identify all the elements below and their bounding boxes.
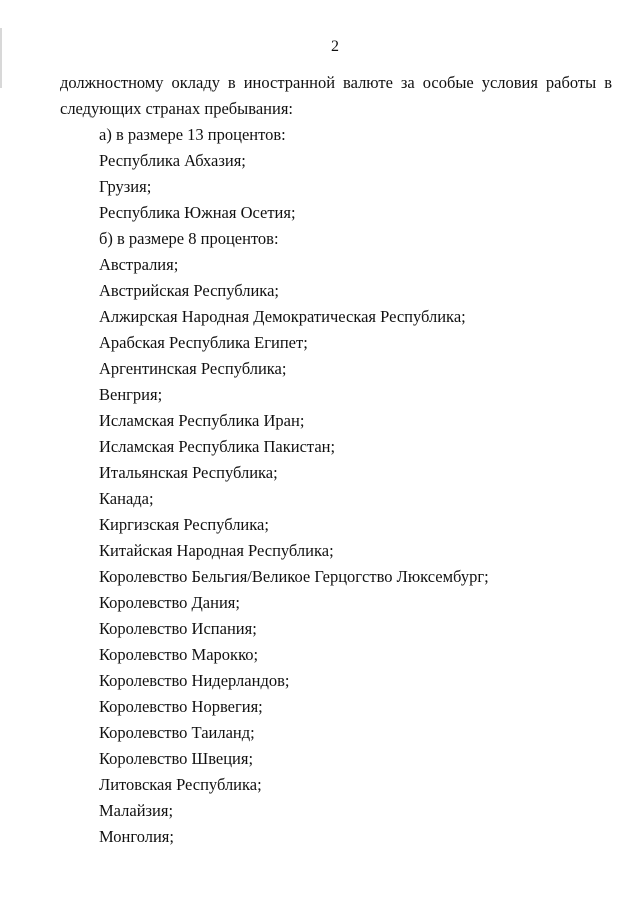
intro-line-2: следующих странах пребывания: — [60, 99, 293, 118]
page-number: 2 — [331, 38, 339, 55]
list-item: Королевство Бельгия/Великое Герцогство Люксембург; — [99, 567, 489, 586]
intro-line-1: должностному окладу в иностранной валюте за особые условия работы в — [60, 73, 612, 92]
list-item: Монголия; — [99, 827, 174, 846]
list-item: Королевство Испания; — [99, 619, 257, 638]
list-item: Арабская Республика Египет; — [99, 333, 308, 352]
list-item: а) в размере 13 процентов: — [99, 125, 286, 144]
list-item: Канада; — [99, 489, 154, 508]
list-item: Исламская Республика Пакистан; — [99, 437, 336, 456]
intro-paragraph — [60, 70, 612, 122]
list-item: Аргентинская Республика; — [99, 359, 287, 378]
list-item: Королевство Марокко; — [99, 645, 259, 664]
list-item: Киргизская Республика; — [99, 515, 269, 534]
list-item: Королевство Норвегия; — [99, 697, 263, 716]
list-item: Китайская Народная Республика; — [99, 541, 334, 560]
list-item: Алжирская Народная Демократическая Республика; — [99, 307, 466, 326]
list-item: Малайзия; — [99, 801, 174, 820]
list-item: Республика Южная Осетия; — [99, 203, 296, 222]
list-item: Королевство Швеция; — [99, 749, 254, 768]
list-item: Австрийская Республика; — [99, 281, 279, 300]
list-item: Литовская Республика; — [99, 775, 262, 794]
list-item: Королевство Таиланд; — [99, 723, 255, 742]
list-item: Венгрия; — [99, 385, 163, 404]
list-item: Королевство Нидерландов; — [99, 671, 290, 690]
scan-edge-mark — [0, 28, 2, 88]
list-item: Австралия; — [99, 255, 179, 274]
list-item: Исламская Республика Иран; — [99, 411, 305, 430]
list-item: б) в размере 8 процентов: — [99, 229, 279, 248]
country-list — [99, 122, 489, 850]
list-item: Республика Абхазия; — [99, 151, 246, 170]
list-item: Итальянская Республика; — [99, 463, 278, 482]
list-item: Грузия; — [99, 177, 152, 196]
list-item: Королевство Дания; — [99, 593, 240, 612]
